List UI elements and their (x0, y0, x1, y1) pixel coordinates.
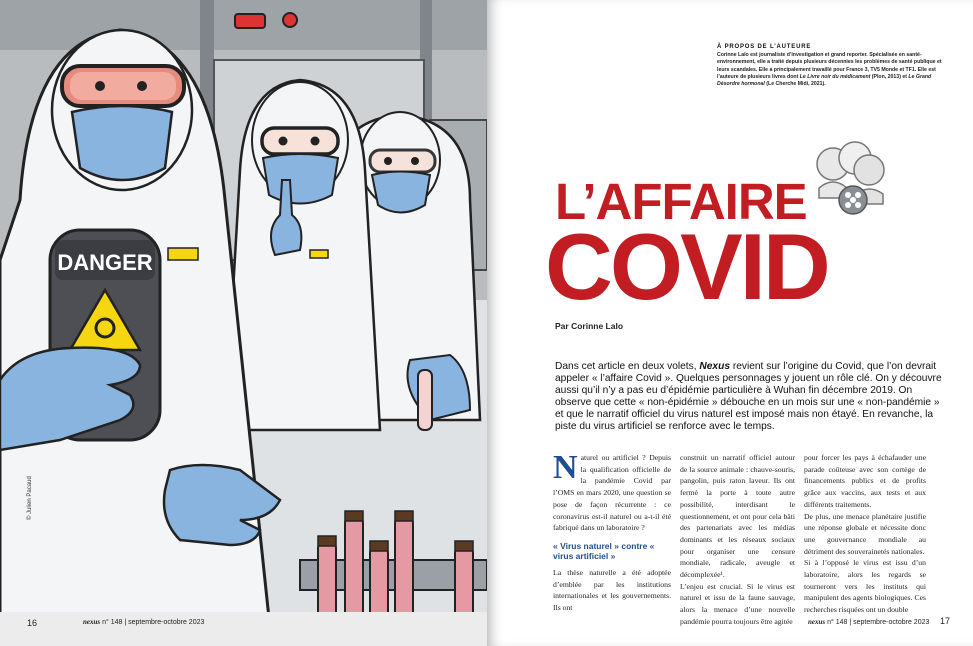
left-footer (0, 612, 487, 646)
about-author-box (717, 44, 952, 88)
col1-paragraph-2: La thèse naturelle a été adoptée d’emblée par les institutions internationales et les gouvernements. Ils ont (553, 567, 671, 613)
section-subhead: « Virus naturel » contre « virus artificiel » (553, 540, 655, 561)
left-footer-text (83, 618, 204, 626)
about-text-part1: Corinne Lalo est journaliste d’investigation et grand reporter. Spécialisée en santé-environnement, elle a traité depuis plusieurs décennies les problèmes de santé publique et leurs scandales. Elle a principalement travaillé pour France 3, TV5 Monde et TF1. Elle est l’auteure de plusieurs livres dont (717, 52, 942, 80)
left-footer-magazine: nexus (83, 618, 101, 626)
col1-paragraph-1: aturel ou artificiel ? Depuis la qualification officielle de la pandémie Covid par l’OMS en mars 2020, une question se pose de façon récurrente : ce coronavirus est-il naturel ou a-t-il été fabriqué dans un laboratoire ? (553, 453, 671, 533)
about-text-part2: (Plon, 2013) et (870, 73, 909, 80)
col3-paragraph-2: De plus, une menace planétaire justifie une réponse globale et nécessite donc une gouvernance mondiale au détriment des souverainetés nationales. (804, 511, 926, 556)
byline: Par Corinne Lalo (555, 321, 624, 331)
col2-paragraph-1: construit un narratif officiel autour de la source animale : chauve-souris, pangolin, puis raton laveur. Ils ont fermé la porte à toute autre possibilité, interdisant le questionnement, et ont pour cela bâti des partenariats avec les médias dominants et les réseaux sociaux pour organiser une censure mondiale, radicale, aveugle et décomplexée¹. (680, 453, 795, 580)
about-text-part3: (Le Cherche Midi, 2021). (764, 81, 826, 88)
test-tube (418, 370, 432, 430)
lead-part1: Dans cet article en deux volets, (555, 361, 700, 372)
left-page-number: 16 (27, 618, 38, 628)
title-line-2: COVID (545, 214, 828, 319)
col2-paragraph-2: L’enjeu est crucial. Si le virus est naturel et issu de la faune sauvage, alors la menace d’une nouvelle pandémie pourra toujours être agitée (680, 581, 795, 626)
scientist-middle (225, 80, 380, 430)
lead-part2: revient sur l’origine du Covid, que l’on devrait appeler « l’affaire Covid ». Quelques personnages y jouent un rôle clé. On y découvre aussi qu’il n’y a pas eu d’épidémie particulière à Wuhan fin décembre 2019. On observe que cette « non-épidémie » débouche en un mois sur une « non-pandémie » et que le narratif officiel du virus naturel est imposé mais non étayé. En revanche, la piste du virus artificiel se renforce avec le temps. (555, 361, 942, 433)
right-footer-magazine: nexus (808, 618, 826, 626)
dropcap: N (553, 449, 578, 486)
body-column-3 (804, 452, 926, 616)
about-book-1: Le Livre noir du médicament (799, 73, 871, 80)
illustration-credit: © Julien Pacaud (27, 476, 33, 520)
title-line-1: L’AFFAIRE (555, 173, 807, 230)
lead-magazine-name: Nexus (699, 361, 730, 372)
right-footer-text (808, 618, 929, 626)
right-page-number: 17 (940, 616, 951, 626)
lab-scientists-illustration (0, 0, 487, 628)
masked-heads-icon (809, 138, 889, 222)
about-author-text (717, 52, 952, 88)
body-column-2 (680, 452, 795, 628)
lead-paragraph (555, 361, 945, 434)
about-book-2: Le Grand Désordre hormonal (717, 73, 932, 88)
col3-paragraph-1: pour forcer les pays à échafauder une parade coûteuse avec son cortège de financements publics et de profits grâce aux vaccins, aux tests et aux différents traitements. (804, 453, 926, 509)
danger-label: DANGER (57, 250, 153, 275)
about-author-title: À PROPOS DE L’AUTEURE (717, 44, 812, 50)
left-footer-issue: n° 148 | septembre-octobre 2023 (102, 619, 205, 626)
body-column-1 (553, 449, 671, 614)
right-page (487, 0, 973, 646)
red-button (235, 14, 265, 28)
right-footer-issue: n° 148 | septembre-octobre 2023 (827, 619, 930, 626)
col3-paragraph-3: Si à l’opposé le virus est issu d’un laboratoire, alors les regards se tourneront vers les instituts qui manipulent des agents biologiques. Ces recherches risquées ont un double (804, 558, 926, 615)
